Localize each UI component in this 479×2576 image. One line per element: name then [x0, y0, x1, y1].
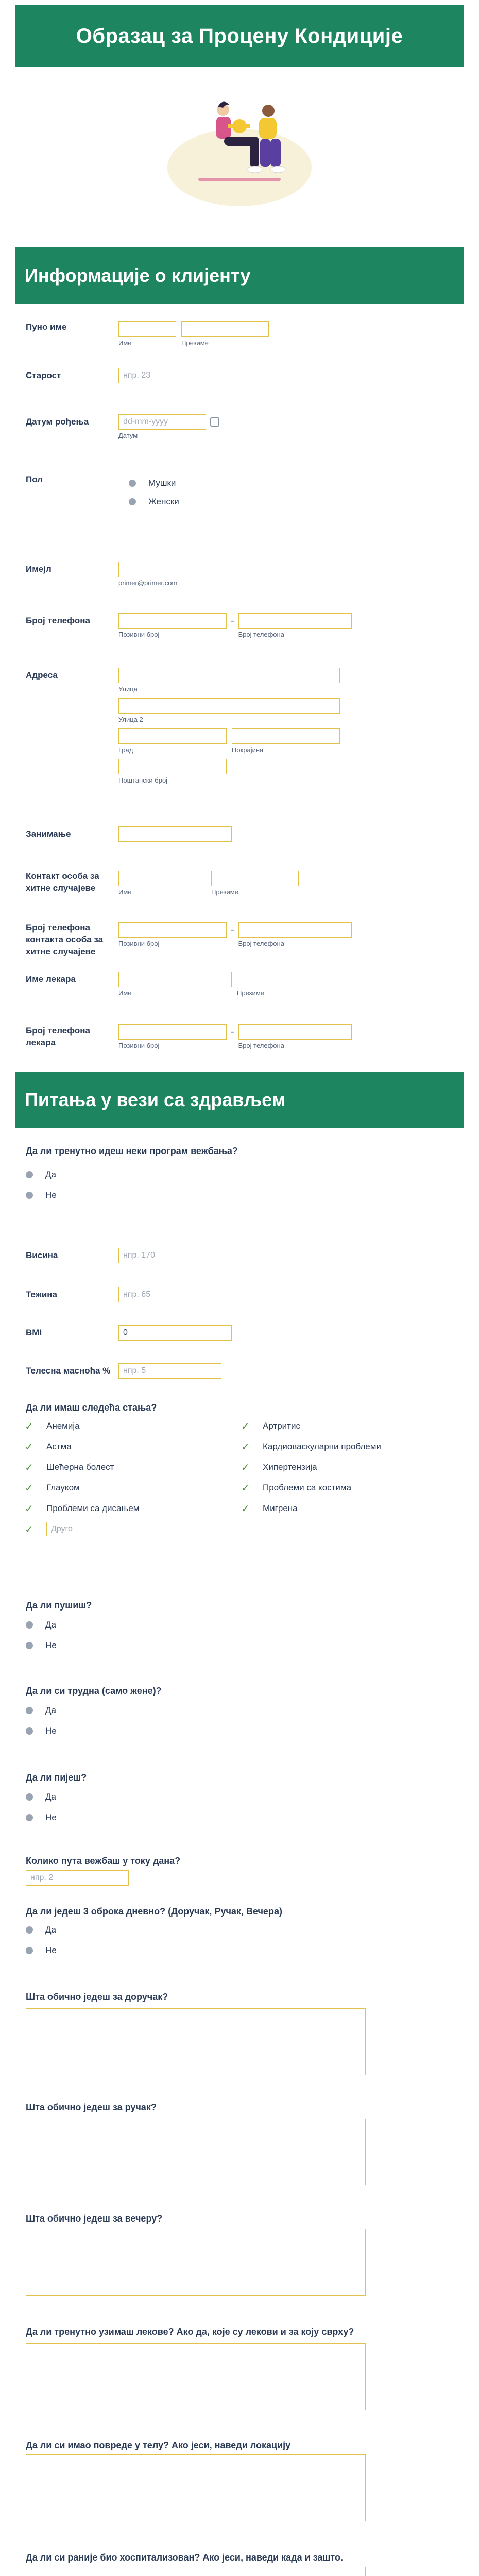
- radio-icon: [26, 1642, 33, 1649]
- condition-other[interactable]: [15, 1519, 232, 1539]
- check-icon: ✓: [241, 1420, 250, 1432]
- birth-date-label: Датум рођења: [26, 417, 89, 427]
- full-name-label: Пуно име: [26, 322, 67, 332]
- condition-cardio[interactable]: ✓ Кардиоваскуларни проблеми: [232, 1436, 464, 1457]
- radio-icon: [26, 1171, 33, 1178]
- check-icon: ✓: [25, 1462, 33, 1473]
- check-icon: ✓: [25, 1420, 33, 1432]
- first-name-sub: Име: [118, 339, 132, 347]
- street2-input[interactable]: [118, 698, 340, 714]
- phone-number-input[interactable]: [238, 613, 352, 629]
- region-sub: Покрајина: [232, 746, 264, 754]
- smoke-no[interactable]: Не: [15, 1635, 57, 1656]
- check-icon: ✓: [25, 1482, 33, 1494]
- emergency-last-sub: Презиме: [211, 888, 238, 896]
- occupation-input[interactable]: [118, 826, 232, 842]
- last-name-group: [181, 321, 269, 347]
- condition-anemia[interactable]: ✓ Анемија: [15, 1416, 232, 1436]
- postal-sub: Поштански број: [118, 776, 168, 784]
- breakfast-question: Шта обично једеш за доручак?: [26, 1992, 168, 2002]
- body-fat-label: Телесна масноћа %: [26, 1366, 111, 1376]
- client-fields: [15, 304, 464, 1896]
- exercise-week-input[interactable]: нпр. 2: [26, 1870, 129, 1886]
- health-section-header: [15, 1072, 464, 1128]
- exercise-week-question: Колико пута вежбаш у току дана?: [26, 1856, 181, 1866]
- conditions-right: [232, 1416, 464, 1519]
- emergency-phone-dash: -: [231, 924, 234, 936]
- bmi-input[interactable]: 0: [118, 1325, 232, 1341]
- doctor-phone-dash: -: [231, 1026, 234, 1038]
- emergency-last-group: [211, 871, 299, 896]
- pregnant-question: Да ли си трудна (само жене)?: [26, 1686, 162, 1696]
- doctor-first-input[interactable]: [118, 972, 232, 987]
- street2-sub: Улица 2: [118, 716, 143, 723]
- three-meals-question: Да ли једеш 3 оброка дневно? (Доручак, Ручак, Вечера): [26, 1906, 282, 1917]
- doctor-phone-number-input[interactable]: [238, 1024, 352, 1040]
- doctor-last-group: [237, 972, 324, 997]
- workout-illustration: [162, 90, 317, 209]
- exercise-program-yes[interactable]: Да: [15, 1164, 57, 1185]
- condition-bones[interactable]: ✓ Проблеми са костима: [232, 1478, 464, 1498]
- phone-number-sub: Број телефона: [238, 631, 284, 638]
- weight-input[interactable]: нпр. 65: [118, 1287, 221, 1302]
- calendar-icon[interactable]: [210, 417, 219, 427]
- gender-options: [118, 474, 179, 511]
- pregnant-no[interactable]: Не: [15, 1721, 57, 1741]
- condition-breathing[interactable]: ✓ Проблеми са дисањем: [15, 1498, 232, 1519]
- drink-options: [15, 1787, 57, 1828]
- gender-label: Пол: [26, 474, 43, 484]
- smoke-question: Да ли пушиш?: [26, 1600, 92, 1611]
- conditions-question: Да ли имаш следећа стања?: [26, 1402, 157, 1413]
- phone-code-input[interactable]: [118, 613, 227, 629]
- emergency-last-input[interactable]: [211, 871, 299, 886]
- first-name-group: [118, 321, 176, 347]
- body-fat-input[interactable]: нпр. 5: [118, 1363, 221, 1379]
- doctor-name-label: Име лекара: [26, 974, 76, 984]
- condition-diabetes[interactable]: ✓ Шећерна болест: [15, 1457, 232, 1478]
- check-icon: ✓: [25, 1503, 33, 1515]
- condition-arthritis[interactable]: ✓ Артритис: [232, 1416, 464, 1436]
- first-name-input[interactable]: [118, 321, 176, 337]
- height-label: Висина: [26, 1250, 58, 1260]
- lunch-question: Шта обично једеш за ручак?: [26, 2102, 157, 2112]
- city-sub: Град: [118, 746, 133, 754]
- emergency-phone-group: [118, 922, 352, 947]
- doctor-phone-label: Број телефона лекара: [26, 1026, 91, 1047]
- phone-group: [118, 613, 352, 638]
- condition-hypertension[interactable]: ✓ Хипертензија: [232, 1457, 464, 1478]
- doctor-last-input[interactable]: [237, 972, 324, 987]
- exercise-program-question: Да ли тренутно идеш неки програм вежбања?: [26, 1146, 238, 1156]
- emergency-first-input[interactable]: [118, 871, 206, 886]
- other-condition-input[interactable]: Друго: [46, 1522, 118, 1536]
- last-name-input[interactable]: [181, 321, 269, 337]
- height-input[interactable]: нпр. 170: [118, 1248, 221, 1263]
- phone-dash: -: [231, 615, 234, 626]
- address-group: [118, 668, 340, 784]
- weight-label: Тежина: [26, 1290, 57, 1299]
- client-section-title: Информације о клијенту: [25, 265, 251, 286]
- check-icon: ✓: [25, 1441, 33, 1453]
- exercise-program-options: [15, 1164, 57, 1206]
- occupation-label: Занимање: [26, 829, 71, 839]
- street-input[interactable]: [118, 668, 340, 683]
- conditions-left: [15, 1416, 232, 1539]
- phone-label: Број телефона: [26, 616, 91, 625]
- emergency-phone-label: Број телефона контакта особа за хитне случајеве: [26, 923, 104, 956]
- last-name-sub: Презиме: [181, 339, 209, 347]
- three-meals-no[interactable]: Не: [15, 1940, 57, 1961]
- radio-icon: [26, 1947, 33, 1954]
- emergency-phone-number-sub: Број телефона: [238, 940, 284, 947]
- birth-date-input[interactable]: dd-mm-yyyy: [118, 414, 206, 430]
- doctor-phone-code-sub: Позивни број: [118, 1042, 160, 1049]
- age-input[interactable]: нпр. 23: [118, 368, 211, 383]
- doctor-last-sub: Презиме: [237, 989, 264, 997]
- emergency-name-label: Контакт особа за хитне случајеве: [26, 871, 99, 893]
- birth-date-group: [118, 414, 219, 439]
- medication-question: Да ли тренутно узимаш лекове? Ако да, које су лекови и за коју сврху?: [26, 2327, 354, 2337]
- email-input[interactable]: [118, 562, 288, 577]
- emergency-phone-code-sub: Позивни број: [118, 940, 160, 947]
- health-fields-lower: [15, 1896, 464, 2576]
- pregnant-yes[interactable]: Да: [15, 1700, 57, 1721]
- medication-textarea[interactable]: [26, 2343, 366, 2410]
- radio-icon: [129, 480, 136, 487]
- exercise-program-no[interactable]: Не: [15, 1185, 57, 1206]
- gender-option-male[interactable]: Мушки: [118, 474, 179, 493]
- dinner-question: Шта обично једеш за вечеру?: [26, 2213, 163, 2224]
- street-sub: Улица: [118, 685, 138, 693]
- doctor-phone-group: [118, 1024, 352, 1049]
- form-header: [15, 5, 464, 67]
- emergency-phone-code-input[interactable]: [118, 922, 227, 938]
- radio-icon: [26, 1926, 33, 1934]
- radio-icon: [26, 1793, 33, 1801]
- drink-question: Да ли пијеш?: [26, 1772, 87, 1783]
- smoke-yes[interactable]: Да: [15, 1615, 57, 1635]
- hospital-textarea[interactable]: [26, 2567, 366, 2576]
- drink-yes[interactable]: Да: [15, 1787, 57, 1807]
- phone-code-sub: Позивни број: [118, 631, 160, 638]
- address-label: Адреса: [26, 670, 58, 680]
- client-section-header: [15, 247, 464, 304]
- health-section-title: Питања у вези са здрављем: [25, 1089, 286, 1110]
- emergency-phone-number-input[interactable]: [238, 922, 352, 938]
- form-title: Образац за Процену Кондиције: [76, 24, 403, 47]
- radio-icon: [26, 1814, 33, 1821]
- injury-question: Да ли си имао повреде у телу? Ако јеси, наведи локацију: [26, 2440, 291, 2450]
- check-icon: ✓: [241, 1503, 250, 1515]
- region-input[interactable]: [232, 728, 340, 744]
- drink-no[interactable]: Не: [15, 1807, 57, 1828]
- doctor-first-sub: Име: [118, 989, 132, 997]
- age-label: Старост: [26, 370, 61, 380]
- fitness-form: [15, 5, 464, 2576]
- condition-migraine[interactable]: ✓ Мигрена: [232, 1498, 464, 1519]
- email-group: [118, 562, 288, 587]
- email-label: Имејл: [26, 564, 52, 574]
- postal-input[interactable]: [118, 759, 227, 774]
- condition-asthma[interactable]: ✓ Астма: [15, 1436, 232, 1457]
- radio-icon: [26, 1727, 33, 1735]
- bmi-label: BMI: [26, 1328, 42, 1337]
- email-sub: primer@primer.com: [118, 579, 178, 587]
- three-meals-yes[interactable]: Да: [15, 1920, 57, 1940]
- lunch-textarea[interactable]: [26, 2119, 366, 2185]
- radio-icon: [26, 1707, 33, 1714]
- condition-glaucoma[interactable]: ✓ Глауком: [15, 1478, 232, 1498]
- emergency-first-sub: Име: [118, 888, 132, 896]
- radio-icon: [26, 1621, 33, 1629]
- pregnant-options: [15, 1700, 57, 1741]
- smoke-options: [15, 1615, 57, 1656]
- dinner-textarea[interactable]: [26, 2229, 366, 2296]
- injury-textarea[interactable]: [26, 2454, 366, 2521]
- doctor-first-group: [118, 972, 232, 997]
- radio-icon: [26, 1192, 33, 1199]
- check-icon: ✓: [25, 1523, 33, 1535]
- radio-icon: [129, 498, 136, 505]
- full-name-row: [15, 321, 118, 333]
- doctor-phone-code-input[interactable]: [118, 1024, 227, 1040]
- hero-illustration: [15, 67, 464, 232]
- three-meals-options: [15, 1920, 57, 1961]
- city-input[interactable]: [118, 728, 227, 744]
- check-icon: ✓: [241, 1482, 250, 1494]
- check-icon: ✓: [241, 1462, 250, 1473]
- emergency-first-group: [118, 871, 206, 896]
- check-icon: ✓: [241, 1441, 250, 1453]
- hospital-question: Да ли си раније био хоспитализован? Ако јеси, наведи када и зашто.: [26, 2552, 343, 2563]
- birth-date-sub: Датум: [118, 432, 138, 439]
- gender-option-female[interactable]: Женски: [118, 493, 179, 511]
- doctor-phone-number-sub: Број телефона: [238, 1042, 284, 1049]
- breakfast-textarea[interactable]: [26, 2008, 366, 2075]
